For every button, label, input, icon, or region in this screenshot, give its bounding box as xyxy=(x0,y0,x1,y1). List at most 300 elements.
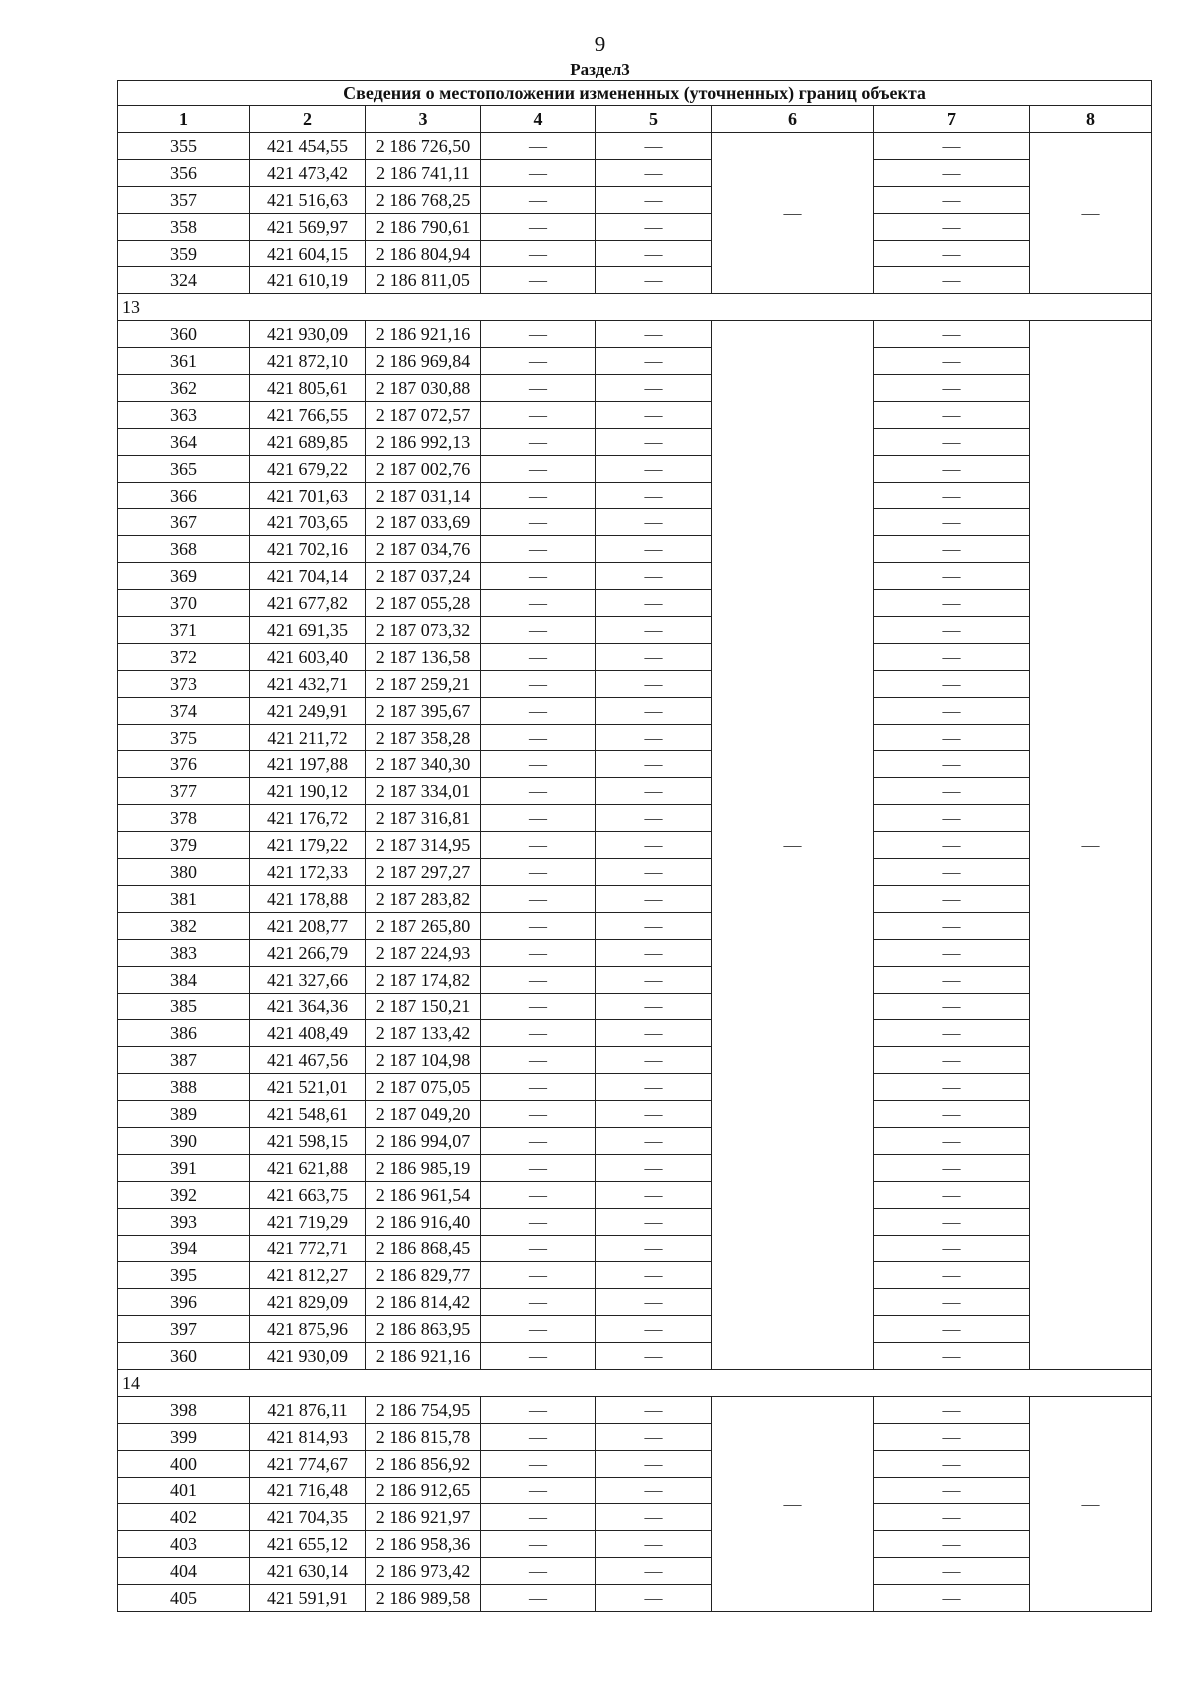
point-number-cell: 367 xyxy=(118,509,250,536)
point-number-cell: 404 xyxy=(118,1558,250,1585)
col4-cell: — xyxy=(481,1316,596,1343)
point-number-cell: 362 xyxy=(118,375,250,402)
col4-cell: — xyxy=(481,1531,596,1558)
x-coordinate-cell: 421 679,22 xyxy=(250,455,366,482)
col7-cell: — xyxy=(874,186,1030,213)
x-coordinate-cell: 421 716,48 xyxy=(250,1477,366,1504)
point-number-cell: 374 xyxy=(118,697,250,724)
point-number-cell: 359 xyxy=(118,240,250,267)
x-coordinate-cell: 421 812,27 xyxy=(250,1262,366,1289)
x-coordinate-cell: 421 208,77 xyxy=(250,912,366,939)
col4-cell: — xyxy=(481,240,596,267)
table-row xyxy=(118,455,1152,482)
point-number-cell: 392 xyxy=(118,1181,250,1208)
col7-cell: — xyxy=(874,993,1030,1020)
x-coordinate-cell: 421 876,11 xyxy=(250,1396,366,1423)
col4-cell: — xyxy=(481,1020,596,1047)
col7-cell: — xyxy=(874,778,1030,805)
x-coordinate-cell: 421 521,01 xyxy=(250,1074,366,1101)
col4-cell: — xyxy=(481,1477,596,1504)
col4-cell: — xyxy=(481,375,596,402)
point-number-cell: 390 xyxy=(118,1127,250,1154)
col5-cell: — xyxy=(596,186,712,213)
col4-cell: — xyxy=(481,805,596,832)
table-row xyxy=(118,1289,1152,1316)
x-coordinate-cell: 421 872,10 xyxy=(250,348,366,375)
col4-cell: — xyxy=(481,697,596,724)
col4-cell: — xyxy=(481,1423,596,1450)
col5-cell: — xyxy=(596,805,712,832)
y-coordinate-cell: 2 186 921,16 xyxy=(366,321,481,348)
col5-cell: — xyxy=(596,1477,712,1504)
table-row xyxy=(118,1020,1152,1047)
column-header: 3 xyxy=(366,106,481,133)
col5-cell: — xyxy=(596,1208,712,1235)
y-coordinate-cell: 2 186 961,54 xyxy=(366,1181,481,1208)
col4-cell: — xyxy=(481,1235,596,1262)
group-header-row xyxy=(118,1369,1152,1396)
x-coordinate-cell: 421 701,63 xyxy=(250,482,366,509)
col5-cell: — xyxy=(596,1074,712,1101)
table-row xyxy=(118,267,1152,294)
col7-cell: — xyxy=(874,1208,1030,1235)
x-coordinate-cell: 421 655,12 xyxy=(250,1531,366,1558)
x-coordinate-cell: 421 772,71 xyxy=(250,1235,366,1262)
col5-cell: — xyxy=(596,455,712,482)
y-coordinate-cell: 2 187 340,30 xyxy=(366,751,481,778)
y-coordinate-cell: 2 186 868,45 xyxy=(366,1235,481,1262)
point-number-cell: 384 xyxy=(118,966,250,993)
col5-cell: — xyxy=(596,1235,712,1262)
x-coordinate-cell: 421 569,97 xyxy=(250,213,366,240)
x-coordinate-cell: 421 610,19 xyxy=(250,267,366,294)
y-coordinate-cell: 2 187 358,28 xyxy=(366,724,481,751)
col4-cell: — xyxy=(481,428,596,455)
x-coordinate-cell: 421 408,49 xyxy=(250,1020,366,1047)
col7-cell: — xyxy=(874,133,1030,160)
col5-cell: — xyxy=(596,1154,712,1181)
col7-cell: — xyxy=(874,617,1030,644)
y-coordinate-cell: 2 186 985,19 xyxy=(366,1154,481,1181)
y-coordinate-cell: 2 187 104,98 xyxy=(366,1047,481,1074)
col5-cell: — xyxy=(596,939,712,966)
point-number-cell: 391 xyxy=(118,1154,250,1181)
column-header: 7 xyxy=(874,106,1030,133)
col8-merged-cell: — xyxy=(1030,133,1152,294)
col5-cell: — xyxy=(596,1101,712,1128)
col5-cell: — xyxy=(596,993,712,1020)
col5-cell: — xyxy=(596,859,712,886)
point-number-cell: 380 xyxy=(118,859,250,886)
col4-cell: — xyxy=(481,267,596,294)
col7-cell: — xyxy=(874,1423,1030,1450)
col4-cell: — xyxy=(481,617,596,644)
point-number-cell: 375 xyxy=(118,724,250,751)
point-number-cell: 383 xyxy=(118,939,250,966)
col4-cell: — xyxy=(481,1558,596,1585)
table-row xyxy=(118,697,1152,724)
y-coordinate-cell: 2 186 969,84 xyxy=(366,348,481,375)
col7-cell: — xyxy=(874,509,1030,536)
table-row xyxy=(118,509,1152,536)
y-coordinate-cell: 2 187 031,14 xyxy=(366,482,481,509)
col4-cell: — xyxy=(481,643,596,670)
table-row xyxy=(118,778,1152,805)
col7-cell: — xyxy=(874,1396,1030,1423)
y-coordinate-cell: 2 187 224,93 xyxy=(366,939,481,966)
col5-cell: — xyxy=(596,617,712,644)
column-header: 5 xyxy=(596,106,712,133)
y-coordinate-cell: 2 186 754,95 xyxy=(366,1396,481,1423)
boundary-table xyxy=(117,80,1152,1612)
table-caption-row xyxy=(118,81,1152,106)
x-coordinate-cell: 421 702,16 xyxy=(250,536,366,563)
col4-cell: — xyxy=(481,1504,596,1531)
col7-cell: — xyxy=(874,832,1030,859)
col7-cell: — xyxy=(874,670,1030,697)
col7-cell: — xyxy=(874,966,1030,993)
col4-cell: — xyxy=(481,1396,596,1423)
col7-cell: — xyxy=(874,1531,1030,1558)
x-coordinate-cell: 421 930,09 xyxy=(250,1343,366,1370)
col5-cell: — xyxy=(596,240,712,267)
col5-cell: — xyxy=(596,213,712,240)
table-body xyxy=(118,81,1152,1612)
col5-cell: — xyxy=(596,590,712,617)
col4-cell: — xyxy=(481,321,596,348)
col7-cell: — xyxy=(874,1316,1030,1343)
y-coordinate-cell: 2 186 921,97 xyxy=(366,1504,481,1531)
table-row xyxy=(118,1396,1152,1423)
col7-cell: — xyxy=(874,159,1030,186)
col5-cell: — xyxy=(596,778,712,805)
table-row xyxy=(118,536,1152,563)
point-number-cell: 398 xyxy=(118,1396,250,1423)
y-coordinate-cell: 2 186 815,78 xyxy=(366,1423,481,1450)
x-coordinate-cell: 421 172,33 xyxy=(250,859,366,886)
col5-cell: — xyxy=(596,1423,712,1450)
col4-cell: — xyxy=(481,455,596,482)
col4-cell: — xyxy=(481,859,596,886)
x-coordinate-cell: 421 197,88 xyxy=(250,751,366,778)
x-coordinate-cell: 421 454,55 xyxy=(250,133,366,160)
col7-cell: — xyxy=(874,1450,1030,1477)
y-coordinate-cell: 2 187 034,76 xyxy=(366,536,481,563)
table-row xyxy=(118,321,1152,348)
table-row xyxy=(118,1585,1152,1612)
table-row xyxy=(118,885,1152,912)
table-row xyxy=(118,563,1152,590)
col5-cell: — xyxy=(596,697,712,724)
point-number-cell: 396 xyxy=(118,1289,250,1316)
col5-cell: — xyxy=(596,1127,712,1154)
point-number-cell: 370 xyxy=(118,590,250,617)
col7-cell: — xyxy=(874,213,1030,240)
point-number-cell: 365 xyxy=(118,455,250,482)
col4-cell: — xyxy=(481,536,596,563)
x-coordinate-cell: 421 719,29 xyxy=(250,1208,366,1235)
point-number-cell: 363 xyxy=(118,401,250,428)
x-coordinate-cell: 421 829,09 xyxy=(250,1289,366,1316)
col5-cell: — xyxy=(596,375,712,402)
table-row xyxy=(118,912,1152,939)
col7-cell: — xyxy=(874,401,1030,428)
column-header-row xyxy=(118,106,1152,133)
col4-cell: — xyxy=(481,1101,596,1128)
table-row xyxy=(118,428,1152,455)
col4-cell: — xyxy=(481,1450,596,1477)
col5-cell: — xyxy=(596,643,712,670)
y-coordinate-cell: 2 186 973,42 xyxy=(366,1558,481,1585)
col7-cell: — xyxy=(874,1181,1030,1208)
col7-cell: — xyxy=(874,1504,1030,1531)
x-coordinate-cell: 421 663,75 xyxy=(250,1181,366,1208)
col4-cell: — xyxy=(481,1262,596,1289)
col4-cell: — xyxy=(481,186,596,213)
y-coordinate-cell: 2 187 072,57 xyxy=(366,401,481,428)
y-coordinate-cell: 2 187 049,20 xyxy=(366,1101,481,1128)
table-row xyxy=(118,1235,1152,1262)
column-header: 1 xyxy=(118,106,250,133)
col4-cell: — xyxy=(481,670,596,697)
x-coordinate-cell: 421 621,88 xyxy=(250,1154,366,1181)
table-row xyxy=(118,1262,1152,1289)
table-row xyxy=(118,240,1152,267)
col5-cell: — xyxy=(596,912,712,939)
col5-cell: — xyxy=(596,1450,712,1477)
point-number-cell: 371 xyxy=(118,617,250,644)
y-coordinate-cell: 2 186 989,58 xyxy=(366,1585,481,1612)
col5-cell: — xyxy=(596,966,712,993)
table-row xyxy=(118,643,1152,670)
point-number-cell: 369 xyxy=(118,563,250,590)
table-row xyxy=(118,751,1152,778)
y-coordinate-cell: 2 186 992,13 xyxy=(366,428,481,455)
col5-cell: — xyxy=(596,1504,712,1531)
point-number-cell: 358 xyxy=(118,213,250,240)
y-coordinate-cell: 2 187 297,27 xyxy=(366,859,481,886)
y-coordinate-cell: 2 187 133,42 xyxy=(366,1020,481,1047)
table-row xyxy=(118,1531,1152,1558)
table-row xyxy=(118,348,1152,375)
table-row xyxy=(118,1558,1152,1585)
col7-cell: — xyxy=(874,697,1030,724)
col7-cell: — xyxy=(874,912,1030,939)
col7-cell: — xyxy=(874,482,1030,509)
col4-cell: — xyxy=(481,348,596,375)
x-coordinate-cell: 421 875,96 xyxy=(250,1316,366,1343)
y-coordinate-cell: 2 187 055,28 xyxy=(366,590,481,617)
col5-cell: — xyxy=(596,832,712,859)
col7-cell: — xyxy=(874,1074,1030,1101)
col4-cell: — xyxy=(481,912,596,939)
col4-cell: — xyxy=(481,590,596,617)
col5-cell: — xyxy=(596,321,712,348)
point-number-cell: 379 xyxy=(118,832,250,859)
table-row xyxy=(118,993,1152,1020)
y-coordinate-cell: 2 187 136,58 xyxy=(366,643,481,670)
point-number-cell: 377 xyxy=(118,778,250,805)
point-number-cell: 355 xyxy=(118,133,250,160)
y-coordinate-cell: 2 187 037,24 xyxy=(366,563,481,590)
x-coordinate-cell: 421 211,72 xyxy=(250,724,366,751)
group-label: 13 xyxy=(118,294,1152,321)
x-coordinate-cell: 421 774,67 xyxy=(250,1450,366,1477)
y-coordinate-cell: 2 186 790,61 xyxy=(366,213,481,240)
point-number-cell: 373 xyxy=(118,670,250,697)
col5-cell: — xyxy=(596,1047,712,1074)
point-number-cell: 394 xyxy=(118,1235,250,1262)
x-coordinate-cell: 421 516,63 xyxy=(250,186,366,213)
col4-cell: — xyxy=(481,1154,596,1181)
point-number-cell: 382 xyxy=(118,912,250,939)
y-coordinate-cell: 2 187 030,88 xyxy=(366,375,481,402)
y-coordinate-cell: 2 186 814,42 xyxy=(366,1289,481,1316)
col7-cell: — xyxy=(874,240,1030,267)
col4-cell: — xyxy=(481,1585,596,1612)
x-coordinate-cell: 421 473,42 xyxy=(250,159,366,186)
y-coordinate-cell: 2 187 334,01 xyxy=(366,778,481,805)
point-number-cell: 402 xyxy=(118,1504,250,1531)
col5-cell: — xyxy=(596,724,712,751)
x-coordinate-cell: 421 364,36 xyxy=(250,993,366,1020)
col5-cell: — xyxy=(596,1396,712,1423)
table-row xyxy=(118,670,1152,697)
col5-cell: — xyxy=(596,401,712,428)
table-row xyxy=(118,482,1152,509)
col4-cell: — xyxy=(481,482,596,509)
table-row xyxy=(118,1154,1152,1181)
y-coordinate-cell: 2 186 863,95 xyxy=(366,1316,481,1343)
y-coordinate-cell: 2 187 174,82 xyxy=(366,966,481,993)
col7-cell: — xyxy=(874,859,1030,886)
col7-cell: — xyxy=(874,1047,1030,1074)
point-number-cell: 387 xyxy=(118,1047,250,1074)
point-number-cell: 393 xyxy=(118,1208,250,1235)
table-row xyxy=(118,1316,1152,1343)
table-row xyxy=(118,186,1152,213)
x-coordinate-cell: 421 805,61 xyxy=(250,375,366,402)
table-caption: Сведения о местоположении измененных (уточненных) границ объекта xyxy=(118,81,1152,106)
table-row xyxy=(118,159,1152,186)
col5-cell: — xyxy=(596,1343,712,1370)
table-row xyxy=(118,1450,1152,1477)
col5-cell: — xyxy=(596,751,712,778)
y-coordinate-cell: 2 187 283,82 xyxy=(366,885,481,912)
x-coordinate-cell: 421 604,15 xyxy=(250,240,366,267)
point-number-cell: 360 xyxy=(118,321,250,348)
col7-cell: — xyxy=(874,590,1030,617)
col4-cell: — xyxy=(481,401,596,428)
col5-cell: — xyxy=(596,1181,712,1208)
point-number-cell: 368 xyxy=(118,536,250,563)
y-coordinate-cell: 2 186 856,92 xyxy=(366,1450,481,1477)
col7-cell: — xyxy=(874,1343,1030,1370)
col4-cell: — xyxy=(481,159,596,186)
x-coordinate-cell: 421 598,15 xyxy=(250,1127,366,1154)
col7-cell: — xyxy=(874,885,1030,912)
col5-cell: — xyxy=(596,563,712,590)
point-number-cell: 388 xyxy=(118,1074,250,1101)
x-coordinate-cell: 421 704,35 xyxy=(250,1504,366,1531)
col4-cell: — xyxy=(481,885,596,912)
col4-cell: — xyxy=(481,1047,596,1074)
x-coordinate-cell: 421 327,66 xyxy=(250,966,366,993)
column-header: 6 xyxy=(712,106,874,133)
point-number-cell: 397 xyxy=(118,1316,250,1343)
col4-cell: — xyxy=(481,993,596,1020)
col7-cell: — xyxy=(874,1154,1030,1181)
y-coordinate-cell: 2 186 994,07 xyxy=(366,1127,481,1154)
point-number-cell: 364 xyxy=(118,428,250,455)
y-coordinate-cell: 2 186 768,25 xyxy=(366,186,481,213)
point-number-cell: 389 xyxy=(118,1101,250,1128)
table-row xyxy=(118,1074,1152,1101)
group-label: 14 xyxy=(118,1369,1152,1396)
y-coordinate-cell: 2 186 916,40 xyxy=(366,1208,481,1235)
table-row xyxy=(118,133,1152,160)
table-row xyxy=(118,213,1152,240)
point-number-cell: 401 xyxy=(118,1477,250,1504)
col5-cell: — xyxy=(596,267,712,294)
col4-cell: — xyxy=(481,563,596,590)
col4-cell: — xyxy=(481,1289,596,1316)
x-coordinate-cell: 421 179,22 xyxy=(250,832,366,859)
column-header: 2 xyxy=(250,106,366,133)
col4-cell: — xyxy=(481,1074,596,1101)
table-row xyxy=(118,617,1152,644)
col4-cell: — xyxy=(481,1343,596,1370)
col4-cell: — xyxy=(481,778,596,805)
y-coordinate-cell: 2 186 741,11 xyxy=(366,159,481,186)
col5-cell: — xyxy=(596,159,712,186)
col5-cell: — xyxy=(596,133,712,160)
table-row xyxy=(118,1101,1152,1128)
x-coordinate-cell: 421 677,82 xyxy=(250,590,366,617)
col5-cell: — xyxy=(596,1585,712,1612)
y-coordinate-cell: 2 187 150,21 xyxy=(366,993,481,1020)
y-coordinate-cell: 2 186 726,50 xyxy=(366,133,481,160)
x-coordinate-cell: 421 691,35 xyxy=(250,617,366,644)
y-coordinate-cell: 2 187 073,32 xyxy=(366,617,481,644)
section-title: Раздел3 xyxy=(570,60,630,79)
col5-cell: — xyxy=(596,482,712,509)
table-row xyxy=(118,1181,1152,1208)
table-row xyxy=(118,1127,1152,1154)
x-coordinate-cell: 421 190,12 xyxy=(250,778,366,805)
col7-cell: — xyxy=(874,1289,1030,1316)
col7-cell: — xyxy=(874,375,1030,402)
x-coordinate-cell: 421 766,55 xyxy=(250,401,366,428)
point-number-cell: 360 xyxy=(118,1343,250,1370)
point-number-cell: 376 xyxy=(118,751,250,778)
y-coordinate-cell: 2 187 395,67 xyxy=(366,697,481,724)
col5-cell: — xyxy=(596,1316,712,1343)
col4-cell: — xyxy=(481,133,596,160)
col4-cell: — xyxy=(481,509,596,536)
point-number-cell: 386 xyxy=(118,1020,250,1047)
col6-merged-cell: — xyxy=(712,133,874,294)
y-coordinate-cell: 2 187 265,80 xyxy=(366,912,481,939)
col5-cell: — xyxy=(596,1531,712,1558)
x-coordinate-cell: 421 432,71 xyxy=(250,670,366,697)
y-coordinate-cell: 2 186 921,16 xyxy=(366,1343,481,1370)
col4-cell: — xyxy=(481,832,596,859)
x-coordinate-cell: 421 176,72 xyxy=(250,805,366,832)
x-coordinate-cell: 421 266,79 xyxy=(250,939,366,966)
point-number-cell: 385 xyxy=(118,993,250,1020)
col5-cell: — xyxy=(596,428,712,455)
